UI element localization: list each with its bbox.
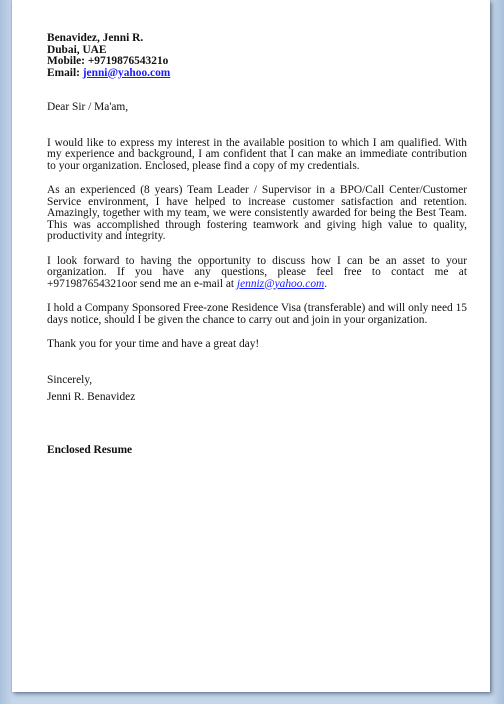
email-label: Email: bbox=[47, 66, 83, 79]
thank-you-line: Thank you for your time and have a great day! bbox=[47, 338, 260, 350]
paragraph-experience: As an experienced (8 years) Team Leader / Supervisor in a BPO/Call Center/Customer Service environment, I have helped to increase customer satisfaction and retention. Amazingly, together with my team, we were consistently awarded for being the Best Team. This was accomplished through fostering teamwork and giving high value to quality, productivity and integrity. bbox=[47, 184, 467, 242]
sender-email bbox=[47, 68, 467, 80]
paragraph-intro: I would like to express my interest in the available position to which I am qualified. With my experience and background, I am confident that I can make an immediate contribution to your organization. Enclosed, please find a copy of my credentials. bbox=[47, 136, 467, 172]
letter-body bbox=[47, 33, 467, 456]
sender-name: Benavidez, Jenni R. bbox=[47, 32, 144, 44]
salutation: Dear Sir / Ma'am, bbox=[47, 101, 129, 113]
mobile-label: Mobile: bbox=[47, 55, 88, 67]
email-link[interactable]: jenni@yahoo.com bbox=[82, 66, 171, 79]
signature-name: Jenni R. Benavidez bbox=[47, 391, 136, 403]
paragraph-visa: I hold a Company Sponsored Free-zone Residence Visa (transferable) and will only need 15 days notice, should I be given the chance to carry out and join in your organization. bbox=[47, 302, 467, 326]
paragraph-contact bbox=[47, 256, 467, 291]
document-page bbox=[12, 0, 490, 692]
mobile-number: +971987654321o bbox=[87, 55, 169, 67]
contact-email-link[interactable]: jenniz@yahoo.com bbox=[236, 277, 325, 290]
paragraph-contact-end: . bbox=[324, 277, 328, 290]
closing: Sincerely, bbox=[47, 373, 93, 386]
enclosure-note: Enclosed Resume bbox=[47, 443, 133, 456]
paragraph-contact-text: I look forward to having the opportunity to discuss how I can be an asset to your organization. If you have any questions, please feel free to contact me at +971987654321oor send me an e-mail at bbox=[47, 254, 467, 290]
sender-location: Dubai, UAE bbox=[47, 43, 107, 56]
